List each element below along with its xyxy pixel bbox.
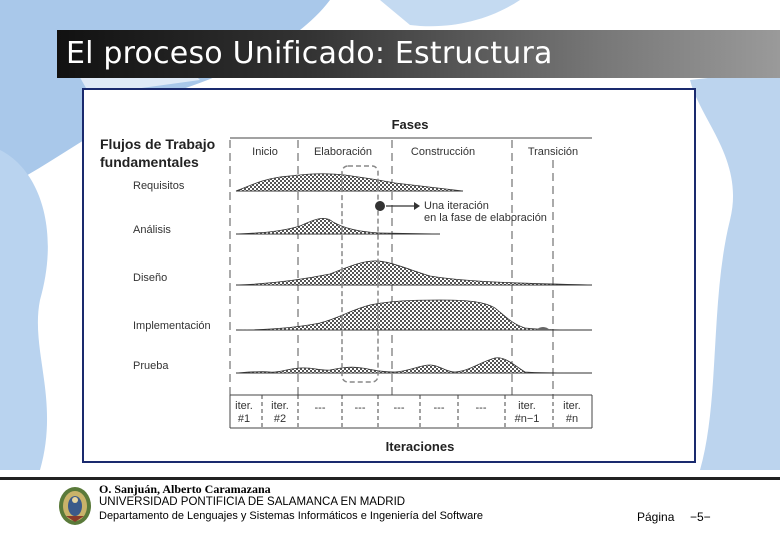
workflows-heading-line1: Flujos de Trabajo <box>100 136 216 152</box>
iteration-5-placeholder: --- <box>393 402 405 414</box>
iteration-3-placeholder: --- <box>314 402 326 414</box>
iteration-n-bottom: #n <box>565 413 579 425</box>
footer-department: Departamento de Lenguajes y Sistemas Informáticos e Ingeniería del Software <box>99 510 483 522</box>
workflows-heading-line2: fundamentales <box>100 154 199 170</box>
iteration-6-placeholder: --- <box>433 402 445 414</box>
page-number: −5− <box>690 510 711 524</box>
iteration-1-top: iter. <box>235 400 253 412</box>
phase-label-transicion: Transición <box>527 146 579 158</box>
page-label: Página <box>637 510 675 524</box>
iteration-n1-top: iter. <box>518 400 536 412</box>
annotation-arrowhead <box>414 202 420 210</box>
phase-label-elaboracion: Elaboración <box>313 146 373 158</box>
effort-curve-implementacion-tail <box>536 327 550 330</box>
annotation-line2: en la fase de elaboración <box>424 212 547 224</box>
phase-label-inicio: Inicio <box>252 146 278 158</box>
effort-curve-requisitos <box>236 174 463 191</box>
slide-title: El proceso Unificado: Estructura <box>66 36 553 71</box>
workflow-label-diseno: Diseño <box>133 272 168 284</box>
iteration-labels <box>235 400 581 425</box>
iteration-n1-bottom: #n−1 <box>514 413 540 425</box>
iterations-label: Iteraciones <box>385 439 455 454</box>
iteration-n-top: iter. <box>563 400 581 412</box>
footer-author: O. Sanjuán, Alberto Caramazana <box>99 482 271 496</box>
footer-divider <box>0 477 780 480</box>
annotation-line1: Una iteración <box>424 200 489 212</box>
annotation-dot <box>375 201 385 211</box>
phases-header: Fases <box>391 117 429 132</box>
iteration-2-top: iter. <box>271 400 289 412</box>
effort-curve-prueba <box>236 358 592 373</box>
iteration-7-placeholder: --- <box>475 402 487 414</box>
iteration-1-bottom: #1 <box>237 413 251 425</box>
effort-curve-analisis <box>236 218 440 234</box>
iteration-4-placeholder: --- <box>354 402 366 414</box>
effort-curve-implementacion <box>236 300 592 330</box>
phase-label-construccion: Construcción <box>410 146 476 158</box>
workflow-label-requisitos: Requisitos <box>133 180 185 192</box>
workflow-label-analisis: Análisis <box>133 224 171 236</box>
workflow-label-prueba: Prueba <box>133 360 169 372</box>
iteration-2-bottom: #2 <box>273 413 287 425</box>
university-seal-logo <box>58 486 92 526</box>
footer-university: UNIVERSIDAD PONTIFICIA DE SALAMANCA EN MADRID <box>99 496 406 508</box>
workflow-label-implementacion: Implementación <box>133 320 211 332</box>
effort-curve-diseno <box>236 261 592 285</box>
